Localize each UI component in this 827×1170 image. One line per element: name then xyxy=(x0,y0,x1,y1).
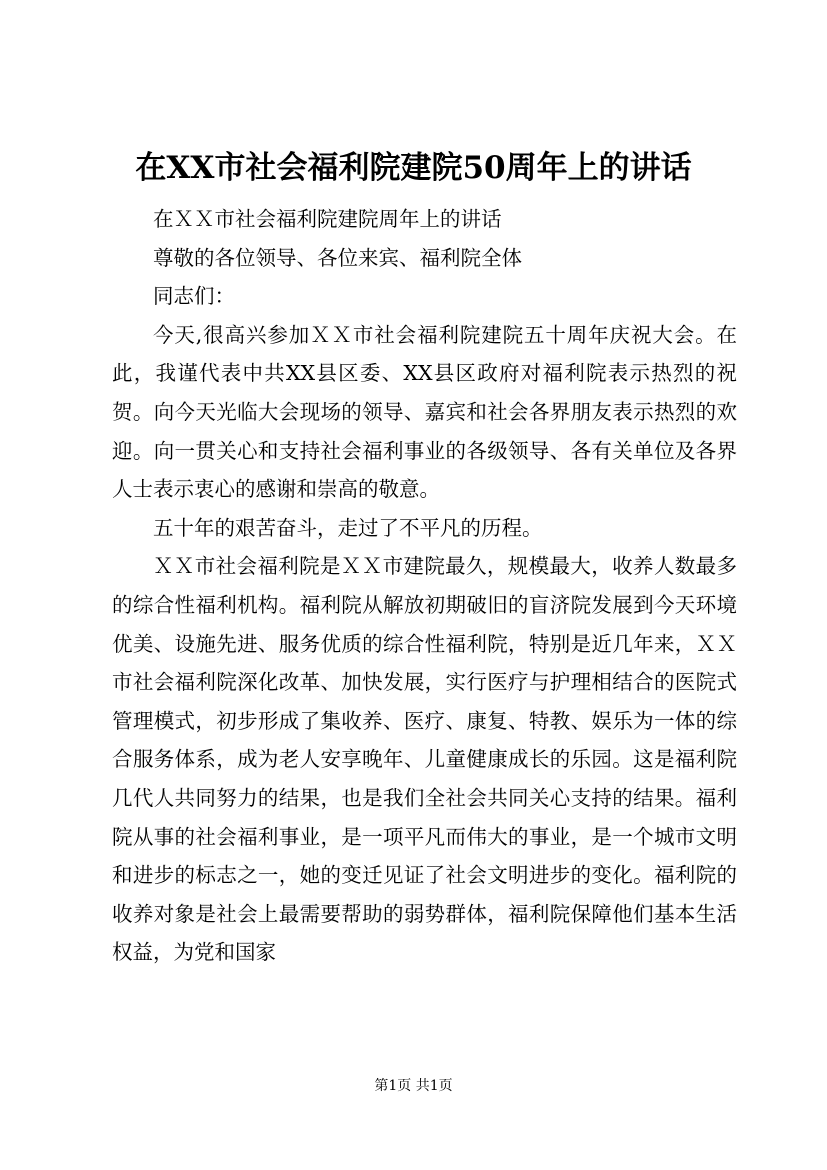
paragraph-subtitle: 在ＸＸ市社会福利院建院周年上的讲话 xyxy=(153,207,502,231)
paragraph-introduction: ＸＸ市社会福利院是ＸＸ市建院最久，规模最大，收养人数最多的综合性福利机构。福利院从解放初期破旧的盲济院发展到今天环境优美、设施先进、服务优质的综合性福利院，特别是近几年来，ＸＸ市社会福利院深化改革、加快发展，实行医疗与护理相结合的医院式管理模式，初步形成了集收养、医疗、康复、特教、娱乐为一体的综合服务体系，成为老人安享晚年、儿童健康成长的乐园。这是福利院几代人共同努力的结果，也是我们全社会共同关心支持的结果。福利院从事的社会福利事业，是一项平凡而伟大的事业，是一个城市文明和进步的标志之一，她的变迁见证了社会文明进步的变化。福利院的收养对象是社会上最需要帮助的弱势群体，福利院保障他们基本生活权益，为党和国家 xyxy=(112,554,737,965)
document-body xyxy=(112,200,737,972)
paragraph-salutation: 尊敬的各位领导、各位来宾、福利院全体 xyxy=(153,245,522,270)
paragraph-history: 五十年的艰苦奋斗，走过了不平凡的历程。 xyxy=(153,515,543,540)
paragraph-salutation-cont: 同志们： xyxy=(153,284,235,309)
document-title: 在XX市社会福利院建院50周年上的讲话 xyxy=(135,150,692,186)
page-number-footer: 第1页 共1页 xyxy=(374,1078,453,1094)
paragraph-greeting: 今天,很高兴参加ＸＸ市社会福利院建院五十周年庆祝大会。在此，我谨代表中共XX县区委、XX县区政府对福利院表示热烈的祝贺。向今天光临大会现场的领导、嘉宾和社会各界朋友表示热烈的欢迎。向一贯关心和支持社会福利事业的各级领导、各有关单位及各界人士表示衷心的感谢和崇高的敬意。 xyxy=(112,322,737,502)
